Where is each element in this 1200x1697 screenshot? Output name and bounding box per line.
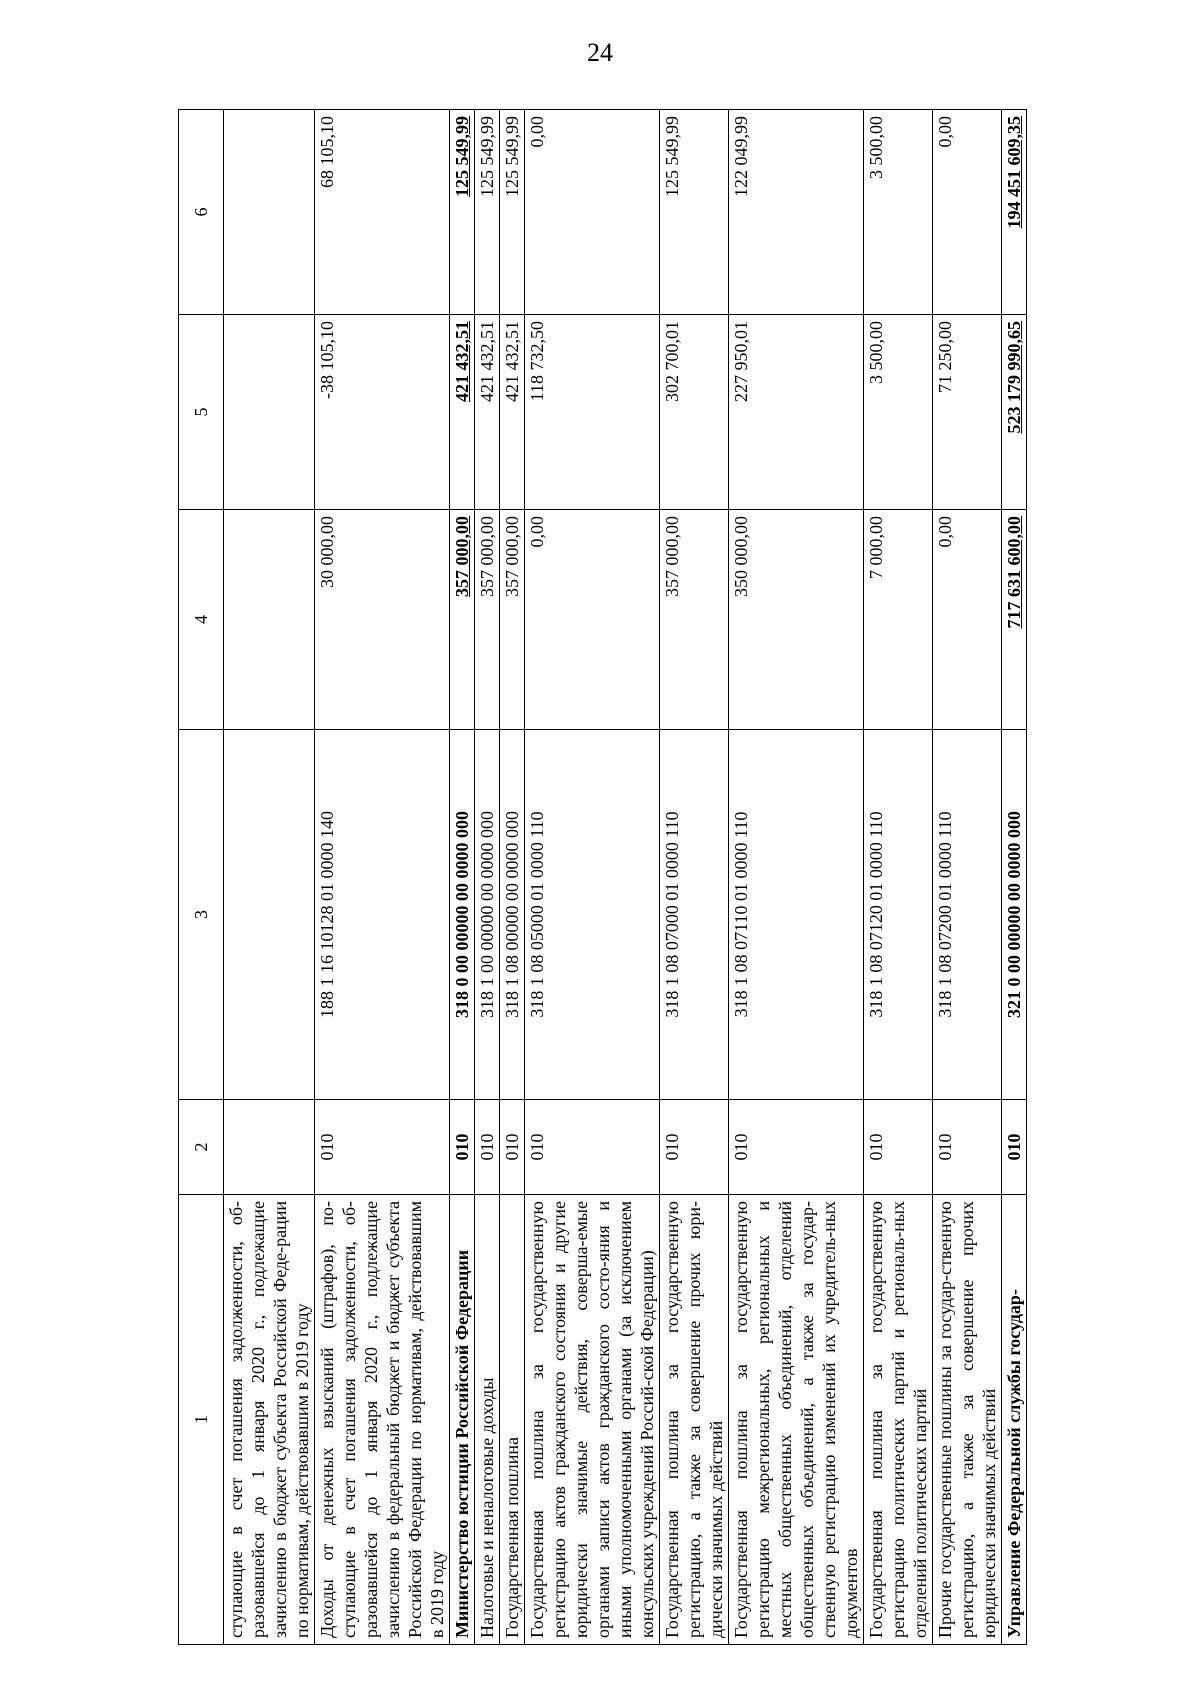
- column-header: 4: [179, 510, 224, 730]
- row-line-code: 010: [315, 1100, 450, 1195]
- row-approved-amount: 357 000,00: [500, 510, 525, 730]
- row-description: Министерство юстиции Российской Федерации: [450, 1195, 475, 1645]
- row-approved-amount: 350 000,00: [729, 510, 864, 730]
- row-unexecuted-amount: 0,00: [525, 110, 660, 315]
- row-unexecuted-amount: [224, 110, 315, 315]
- row-description: Управление Федеральной службы государ-: [1002, 1195, 1027, 1645]
- row-line-code: 010: [450, 1100, 475, 1195]
- row-approved-amount: 357 000,00: [450, 510, 475, 730]
- row-unexecuted-amount: 0,00: [933, 110, 1002, 315]
- table-body: [224, 110, 1027, 1645]
- row-budget-classification-code: 318 1 08 07110 01 0000 110: [729, 730, 864, 1100]
- row-description: Государственная пошлина за государственную регистрацию актов гражданского состояния и другие юридически значимые действия, соверша-емые органами записи актов гражданского состо-яния и иными уполномоченными органами (за исключением консульских учреждений Россий-ской Федерации): [525, 1195, 660, 1645]
- row-executed-amount: 421 432,51: [450, 315, 475, 510]
- budget-table: [178, 109, 1027, 1645]
- row-line-code: [224, 1100, 315, 1195]
- row-budget-classification-code: 318 1 08 07200 01 0000 110: [933, 730, 1002, 1100]
- row-budget-classification-code: 321 0 00 00000 00 0000 000: [1002, 730, 1027, 1100]
- row-description: Налоговые и неналоговые доходы: [475, 1195, 500, 1645]
- row-line-code: 010: [1002, 1100, 1027, 1195]
- row-description: Государственная пошлина за государственную регистрацию, а также за совершение прочих юри-дически значимых действий: [660, 1195, 729, 1645]
- row-description: Государственная пошлина: [500, 1195, 525, 1645]
- table-row: [1002, 110, 1027, 1645]
- row-unexecuted-amount: 68 105,10: [315, 110, 450, 315]
- table-header-row: [179, 110, 224, 1645]
- rotated-table-container: [178, 110, 1078, 1645]
- page-number: 24: [587, 38, 613, 67]
- row-description: ступающие в счет погашения задолженности, об-разовавшейся до 1 января 2020 г., подлежащие зачислению в бюджет субъекта Российской Феде-рации по нормативам, действовавшим в 2019 году: [224, 1195, 315, 1645]
- table-row: [933, 110, 1002, 1645]
- row-budget-classification-code: 318 1 08 07120 01 0000 110: [864, 730, 933, 1100]
- row-executed-amount: 302 700,01: [660, 315, 729, 510]
- row-unexecuted-amount: 125 549,99: [475, 110, 500, 315]
- row-unexecuted-amount: 194 451 609,35: [1002, 110, 1027, 315]
- table-row: [525, 110, 660, 1645]
- row-line-code: 010: [660, 1100, 729, 1195]
- table-row: [450, 110, 475, 1645]
- row-executed-amount: 71 250,00: [933, 315, 1002, 510]
- row-approved-amount: 717 631 600,00: [1002, 510, 1027, 730]
- row-unexecuted-amount: 3 500,00: [864, 110, 933, 315]
- row-budget-classification-code: [224, 730, 315, 1100]
- row-line-code: 010: [500, 1100, 525, 1195]
- column-header: 1: [179, 1195, 224, 1645]
- row-executed-amount: 3 500,00: [864, 315, 933, 510]
- row-approved-amount: 0,00: [933, 510, 1002, 730]
- row-budget-classification-code: 188 1 16 10128 01 0000 140: [315, 730, 450, 1100]
- row-unexecuted-amount: 125 549,99: [500, 110, 525, 315]
- row-line-code: 010: [525, 1100, 660, 1195]
- row-line-code: 010: [475, 1100, 500, 1195]
- column-header: 6: [179, 110, 224, 315]
- row-description: Прочие государственные пошлины за государ-ственную регистрацию, а также за совершение прочих юридически значимых действий: [933, 1195, 1002, 1645]
- row-budget-classification-code: 318 1 08 05000 01 0000 110: [525, 730, 660, 1100]
- table-row: [475, 110, 500, 1645]
- row-unexecuted-amount: 125 549,99: [660, 110, 729, 315]
- row-executed-amount: 118 732,50: [525, 315, 660, 510]
- row-executed-amount: 421 432,51: [500, 315, 525, 510]
- row-approved-amount: [224, 510, 315, 730]
- row-approved-amount: 357 000,00: [660, 510, 729, 730]
- row-description: Государственная пошлина за государственную регистрацию политических партий и региональ-ных отделений политических партий: [864, 1195, 933, 1645]
- row-line-code: 010: [933, 1100, 1002, 1195]
- row-executed-amount: 421 432,51: [475, 315, 500, 510]
- row-budget-classification-code: 318 0 00 00000 00 0000 000: [450, 730, 475, 1100]
- row-budget-classification-code: 318 1 08 07000 01 0000 110: [660, 730, 729, 1100]
- row-approved-amount: 0,00: [525, 510, 660, 730]
- table-row: [224, 110, 315, 1645]
- column-header: 5: [179, 315, 224, 510]
- table-row: [864, 110, 933, 1645]
- row-unexecuted-amount: 122 049,99: [729, 110, 864, 315]
- row-budget-classification-code: 318 1 00 00000 00 0000 000: [475, 730, 500, 1100]
- row-unexecuted-amount: 125 549,99: [450, 110, 475, 315]
- row-description: Доходы от денежных взысканий (штрафов), по-ступающие в счет погашения задолженности, об-разовавшейся до 1 января 2020 г., подлежащие зачислению в федеральный бюджет и бюджет субъекта Российской Федерации по нормативам, действовавшим в 2019 году: [315, 1195, 450, 1645]
- row-description: Государственная пошлина за государственную регистрацию межрегиональных, региональных и местных общественных объединений, отделений общественных объединений, а также за государ-ственную регистрацию изменений их учредитель-ных документов: [729, 1195, 864, 1645]
- row-line-code: 010: [729, 1100, 864, 1195]
- row-line-code: 010: [864, 1100, 933, 1195]
- row-budget-classification-code: 318 1 08 00000 00 0000 000: [500, 730, 525, 1100]
- column-header: 2: [179, 1100, 224, 1195]
- row-approved-amount: 357 000,00: [475, 510, 500, 730]
- row-executed-amount: -38 105,10: [315, 315, 450, 510]
- row-approved-amount: 30 000,00: [315, 510, 450, 730]
- table-row: [500, 110, 525, 1645]
- column-header: 3: [179, 730, 224, 1100]
- row-executed-amount: [224, 315, 315, 510]
- table-row: [729, 110, 864, 1645]
- row-executed-amount: 227 950,01: [729, 315, 864, 510]
- table-row: [315, 110, 450, 1645]
- row-approved-amount: 7 000,00: [864, 510, 933, 730]
- row-executed-amount: 523 179 990,65: [1002, 315, 1027, 510]
- table-row: [660, 110, 729, 1645]
